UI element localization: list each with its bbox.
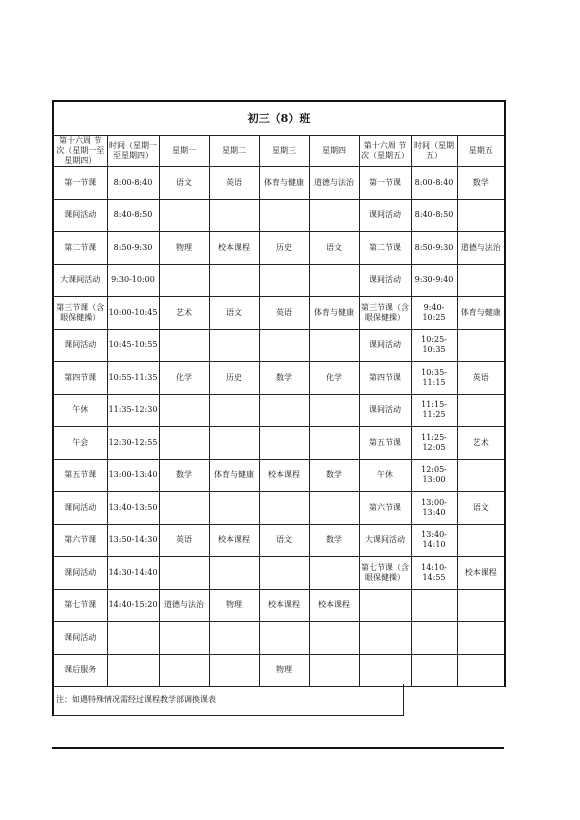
table-cell: 第二节课	[359, 232, 411, 265]
table-cell	[457, 654, 505, 687]
table-cell: 语文	[159, 167, 209, 200]
table-cell	[159, 329, 209, 362]
table-cell	[411, 654, 457, 687]
table-cell	[159, 394, 209, 427]
bottom-rule	[52, 747, 504, 749]
table-cell: 9:30-9:40	[411, 264, 457, 297]
table-cell: 体育与健康	[457, 297, 505, 330]
table-cell: 11:15-11:25	[411, 394, 457, 427]
table-cell	[457, 394, 505, 427]
table-cell	[411, 622, 457, 655]
table-cell: 第二节课	[53, 232, 107, 265]
table-cell	[159, 492, 209, 525]
table-cell: 校本课程	[259, 459, 309, 492]
schedule-note: 注：如遇特殊情况需经过课程教学部调换课表	[52, 684, 404, 716]
table-cell: 语文	[457, 492, 505, 525]
table-cell: 13:40-14:10	[411, 524, 457, 557]
table-cell	[259, 622, 309, 655]
table-cell	[209, 199, 259, 232]
table-cell: 午会	[53, 427, 107, 460]
table-row	[53, 329, 505, 362]
table-cell	[457, 589, 505, 622]
table-cell: 体育与健康	[259, 167, 309, 200]
table-cell	[209, 394, 259, 427]
table-row	[53, 654, 505, 687]
table-cell	[309, 427, 359, 460]
table-cell: 数学	[159, 459, 209, 492]
table-cell	[209, 427, 259, 460]
table-cell	[209, 492, 259, 525]
table-cell: 9:30-10:00	[107, 264, 159, 297]
table-row	[53, 362, 505, 395]
table-cell	[359, 654, 411, 687]
class-schedule-table	[52, 100, 506, 687]
table-cell	[309, 199, 359, 232]
column-header: 时间（星期一至星期四）	[107, 136, 159, 167]
table-cell: 语文	[309, 232, 359, 265]
table-cell	[359, 589, 411, 622]
table-cell	[209, 329, 259, 362]
table-cell	[159, 557, 209, 590]
table-cell	[309, 329, 359, 362]
table-cell: 校本课程	[209, 524, 259, 557]
table-cell	[159, 199, 209, 232]
column-header: 第十六周 节次（星期五）	[359, 136, 411, 167]
table-cell: 13:00-13:40	[411, 492, 457, 525]
table-cell: 第五节课	[359, 427, 411, 460]
table-cell	[457, 264, 505, 297]
table-row	[53, 199, 505, 232]
table-cell: 8:00-8:40	[411, 167, 457, 200]
table-cell	[309, 264, 359, 297]
table-cell: 课后服务	[53, 654, 107, 687]
table-cell: 化学	[159, 362, 209, 395]
table-cell	[359, 622, 411, 655]
table-cell: 课间活动	[53, 492, 107, 525]
table-cell	[309, 394, 359, 427]
table-title: 初三（8）班	[53, 101, 505, 136]
table-cell: 8:40-8:50	[411, 199, 457, 232]
table-cell: 语文	[209, 297, 259, 330]
table-cell	[159, 427, 209, 460]
table-cell	[259, 264, 309, 297]
table-cell: 13:00-13:40	[107, 459, 159, 492]
table-row	[53, 394, 505, 427]
table-cell	[411, 589, 457, 622]
table-row	[53, 167, 505, 200]
header-row	[53, 136, 505, 167]
table-cell	[457, 199, 505, 232]
table-cell: 英语	[457, 362, 505, 395]
table-cell	[259, 394, 309, 427]
table-cell: 语文	[259, 524, 309, 557]
table-cell: 11:35-12:30	[107, 394, 159, 427]
table-cell: 课间活动	[53, 557, 107, 590]
table-cell: 课间活动	[359, 329, 411, 362]
table-cell	[457, 459, 505, 492]
table-cell: 10:35-11:15	[411, 362, 457, 395]
table-cell: 道德与法治	[457, 232, 505, 265]
table-cell: 第一节课	[359, 167, 411, 200]
table-cell: 课间活动	[53, 199, 107, 232]
table-cell: 课间活动	[359, 394, 411, 427]
table-cell	[309, 654, 359, 687]
table-cell: 14:10-14:55	[411, 557, 457, 590]
table-cell: 13:50-14:30	[107, 524, 159, 557]
table-cell: 化学	[309, 362, 359, 395]
table-cell	[309, 622, 359, 655]
table-cell	[209, 654, 259, 687]
table-row	[53, 524, 505, 557]
table-row	[53, 589, 505, 622]
table-cell: 10:00-10:45	[107, 297, 159, 330]
table-cell: 午休	[359, 459, 411, 492]
table-cell: 第七节课（含眼保健操）	[359, 557, 411, 590]
table-cell	[309, 492, 359, 525]
table-cell: 校本课程	[259, 589, 309, 622]
table-cell: 课间活动	[53, 622, 107, 655]
table-cell: 历史	[209, 362, 259, 395]
table-cell: 课间活动	[53, 329, 107, 362]
table-cell	[107, 654, 159, 687]
table-cell: 数学	[309, 524, 359, 557]
table-cell: 12:30-12:55	[107, 427, 159, 460]
column-header: 星期五	[457, 136, 505, 167]
table-cell: 8:50-9:30	[107, 232, 159, 265]
table-cell: 8:40-8:50	[107, 199, 159, 232]
column-header: 星期三	[259, 136, 309, 167]
table-cell: 9:40-10:25	[411, 297, 457, 330]
table-cell: 第五节课	[53, 459, 107, 492]
table-row	[53, 459, 505, 492]
table-cell: 体育与健康	[209, 459, 259, 492]
table-cell	[159, 654, 209, 687]
table-cell: 物理	[259, 654, 309, 687]
table-cell: 校本课程	[309, 589, 359, 622]
table-cell	[259, 492, 309, 525]
table-cell: 英语	[159, 524, 209, 557]
table-cell: 14:30-14:40	[107, 557, 159, 590]
table-cell	[457, 524, 505, 557]
table-cell	[457, 329, 505, 362]
table-cell: 11:25-12:05	[411, 427, 457, 460]
table-cell: 12:05-13:00	[411, 459, 457, 492]
table-cell: 艺术	[457, 427, 505, 460]
table-cell: 英语	[209, 167, 259, 200]
table-cell: 第三节课（含眼保健操）	[53, 297, 107, 330]
table-cell: 第七节课	[53, 589, 107, 622]
table-cell: 体育与健康	[309, 297, 359, 330]
table-cell	[309, 557, 359, 590]
table-row	[53, 427, 505, 460]
table-cell: 英语	[259, 297, 309, 330]
table-cell	[259, 329, 309, 362]
table-cell: 物理	[159, 232, 209, 265]
table-row	[53, 232, 505, 265]
column-header: 星期四	[309, 136, 359, 167]
table-cell: 第三节课（含眼保健操）	[359, 297, 411, 330]
table-cell	[209, 264, 259, 297]
table-cell	[107, 622, 159, 655]
table-row	[53, 492, 505, 525]
table-cell: 13:40-13:50	[107, 492, 159, 525]
table-cell: 8:00-8:40	[107, 167, 159, 200]
table-cell: 第四节课	[53, 362, 107, 395]
table-cell: 10:25-10:35	[411, 329, 457, 362]
table-row	[53, 622, 505, 655]
column-header: 星期一	[159, 136, 209, 167]
table-cell: 8:50-9:30	[411, 232, 457, 265]
table-cell: 艺术	[159, 297, 209, 330]
table-row	[53, 297, 505, 330]
table-cell: 道德与法治	[309, 167, 359, 200]
table-cell: 道德与法治	[159, 589, 209, 622]
table-cell: 校本课程	[457, 557, 505, 590]
table-cell	[259, 427, 309, 460]
table-cell: 数学	[457, 167, 505, 200]
table-cell: 第六节课	[53, 524, 107, 557]
table-cell: 数学	[259, 362, 309, 395]
table-cell: 课间活动	[359, 199, 411, 232]
table-cell: 大课间活动	[359, 524, 411, 557]
table-cell: 10:55-11:35	[107, 362, 159, 395]
column-header: 星期二	[209, 136, 259, 167]
table-cell: 14:40-15:20	[107, 589, 159, 622]
table-cell	[159, 264, 209, 297]
table-cell	[259, 199, 309, 232]
table-cell	[159, 622, 209, 655]
table-cell	[259, 557, 309, 590]
table-cell: 大课间活动	[53, 264, 107, 297]
table-row	[53, 557, 505, 590]
table-cell: 历史	[259, 232, 309, 265]
table-cell: 10:45-10:55	[107, 329, 159, 362]
table-cell: 午休	[53, 394, 107, 427]
table-cell: 数学	[309, 459, 359, 492]
table-cell: 第六节课	[359, 492, 411, 525]
table-cell	[209, 622, 259, 655]
table-cell: 第一节课	[53, 167, 107, 200]
table-cell: 物理	[209, 589, 259, 622]
column-header: 时间（星期五）	[411, 136, 457, 167]
table-cell	[457, 622, 505, 655]
table-cell: 第四节课	[359, 362, 411, 395]
table-cell	[209, 557, 259, 590]
column-header: 第十六周 节次（星期一至星期四）	[53, 136, 107, 167]
table-row	[53, 264, 505, 297]
table-cell: 校本课程	[209, 232, 259, 265]
table-cell: 课间活动	[359, 264, 411, 297]
